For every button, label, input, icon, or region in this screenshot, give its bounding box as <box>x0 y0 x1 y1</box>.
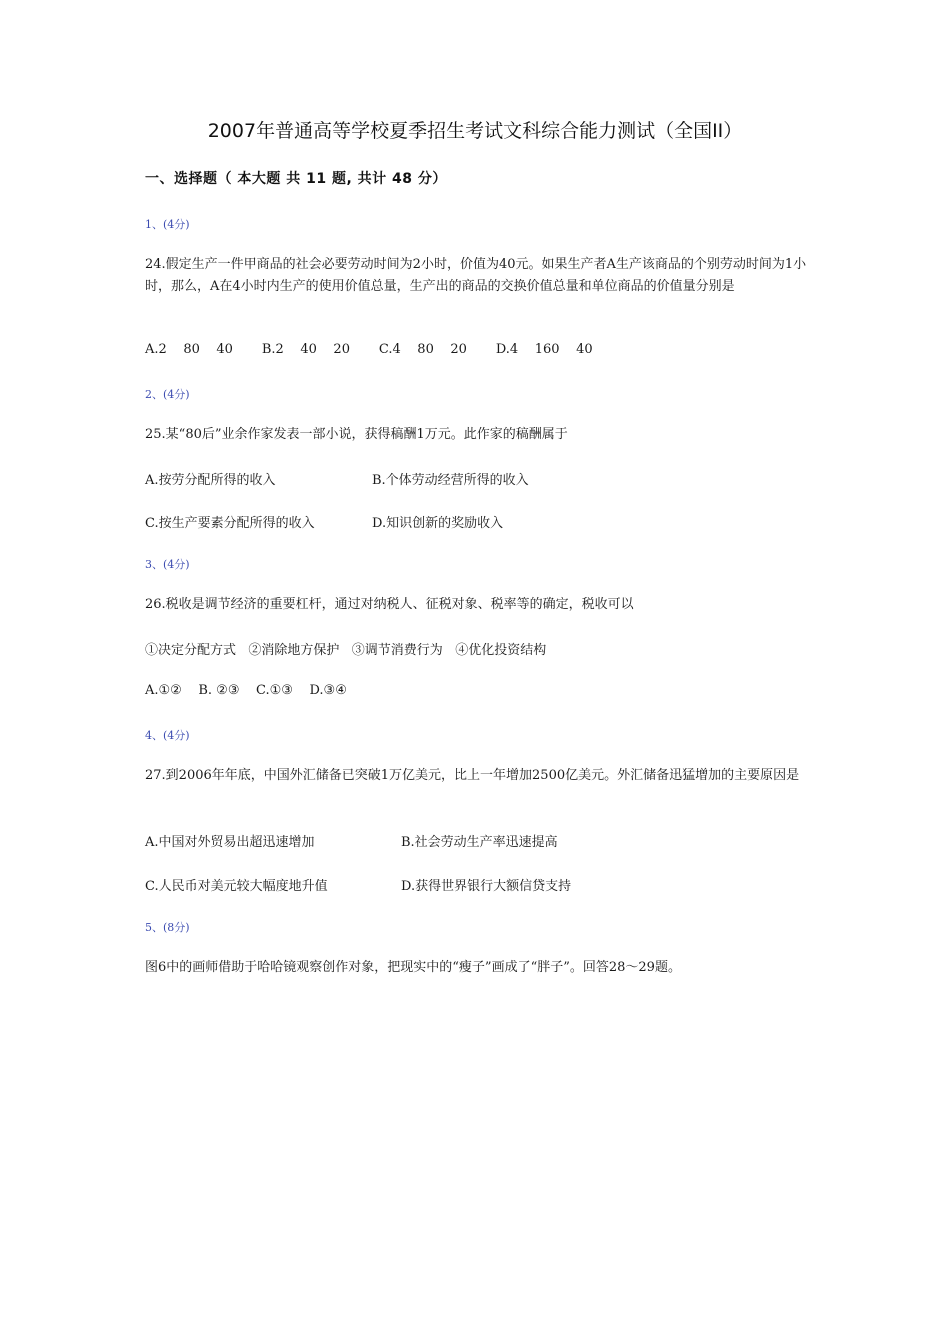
document-title: 2007年普通高等学校夏季招生考试文科综合能力测试（全国II） <box>207 120 743 142</box>
question-1-text: 24.假定生产一件甲商品的社会必要劳动时间为2小时，价值为40元。如果生产者A生产该商品的个别劳动时间为1小时，那么，A在4小时内生产的使用价值总量，生产出的商品的交换价值总量和单位商品的价值量分别是 <box>145 257 807 294</box>
question-2-option-c: C.按生产要素分配所得的收入 <box>145 516 315 531</box>
question-4-option-d: D.获得世界银行大额信贷支持 <box>401 879 572 894</box>
question-2-option-a: A.按劳分配所得的收入 <box>145 473 276 488</box>
question-1-options: A.2 80 40 B.2 40 20 C.4 80 20 D.4 160 40 <box>145 342 593 357</box>
question-2-option-b: B.个体劳动经营所得的收入 <box>372 473 529 488</box>
question-2-score: 2、(4分) <box>145 388 190 401</box>
question-2-text: 25.某“80后”业余作家发表一部小说，获得稿酬1万元。此作家的稿酬属于 <box>145 427 568 442</box>
question-4-option-a: A.中国对外贸易出超迅速增加 <box>145 835 315 850</box>
question-5-text: 图6中的画师借助于哈哈镜观察创作对象，把现实中的“瘦子”画成了“胖子”。回答28～29题。 <box>145 960 681 975</box>
question-3-items: ①决定分配方式 ②消除地方保护 ③调节消费行为 ④优化投资结构 <box>145 643 547 658</box>
question-3-score: 3、(4分) <box>145 558 190 571</box>
question-5-score: 5、(8分) <box>145 921 190 934</box>
question-4-text: 27.到2006年年底，中国外汇储备已突破1万亿美元，比上一年增加2500亿美元。外汇储备迅猛增加的主要原因是 <box>145 768 800 783</box>
question-4-option-c: C.人民币对美元较大幅度地升值 <box>145 879 328 894</box>
question-4-option-b: B.社会劳动生产率迅速提高 <box>401 835 558 850</box>
question-2-option-d: D.知识创新的奖励收入 <box>372 516 504 531</box>
question-3-text: 26.税收是调节经济的重要杠杆，通过对纳税人、征税对象、税率等的确定，税收可以 <box>145 597 634 612</box>
question-3-options: A.①② B. ②③ C.①③ D.③④ <box>145 683 347 698</box>
question-1-score: 1、(4分) <box>145 218 190 231</box>
question-4-score: 4、(4分) <box>145 729 190 742</box>
section-heading: 一、选择题（ 本大题 共 11 题, 共计 48 分） <box>145 171 447 187</box>
